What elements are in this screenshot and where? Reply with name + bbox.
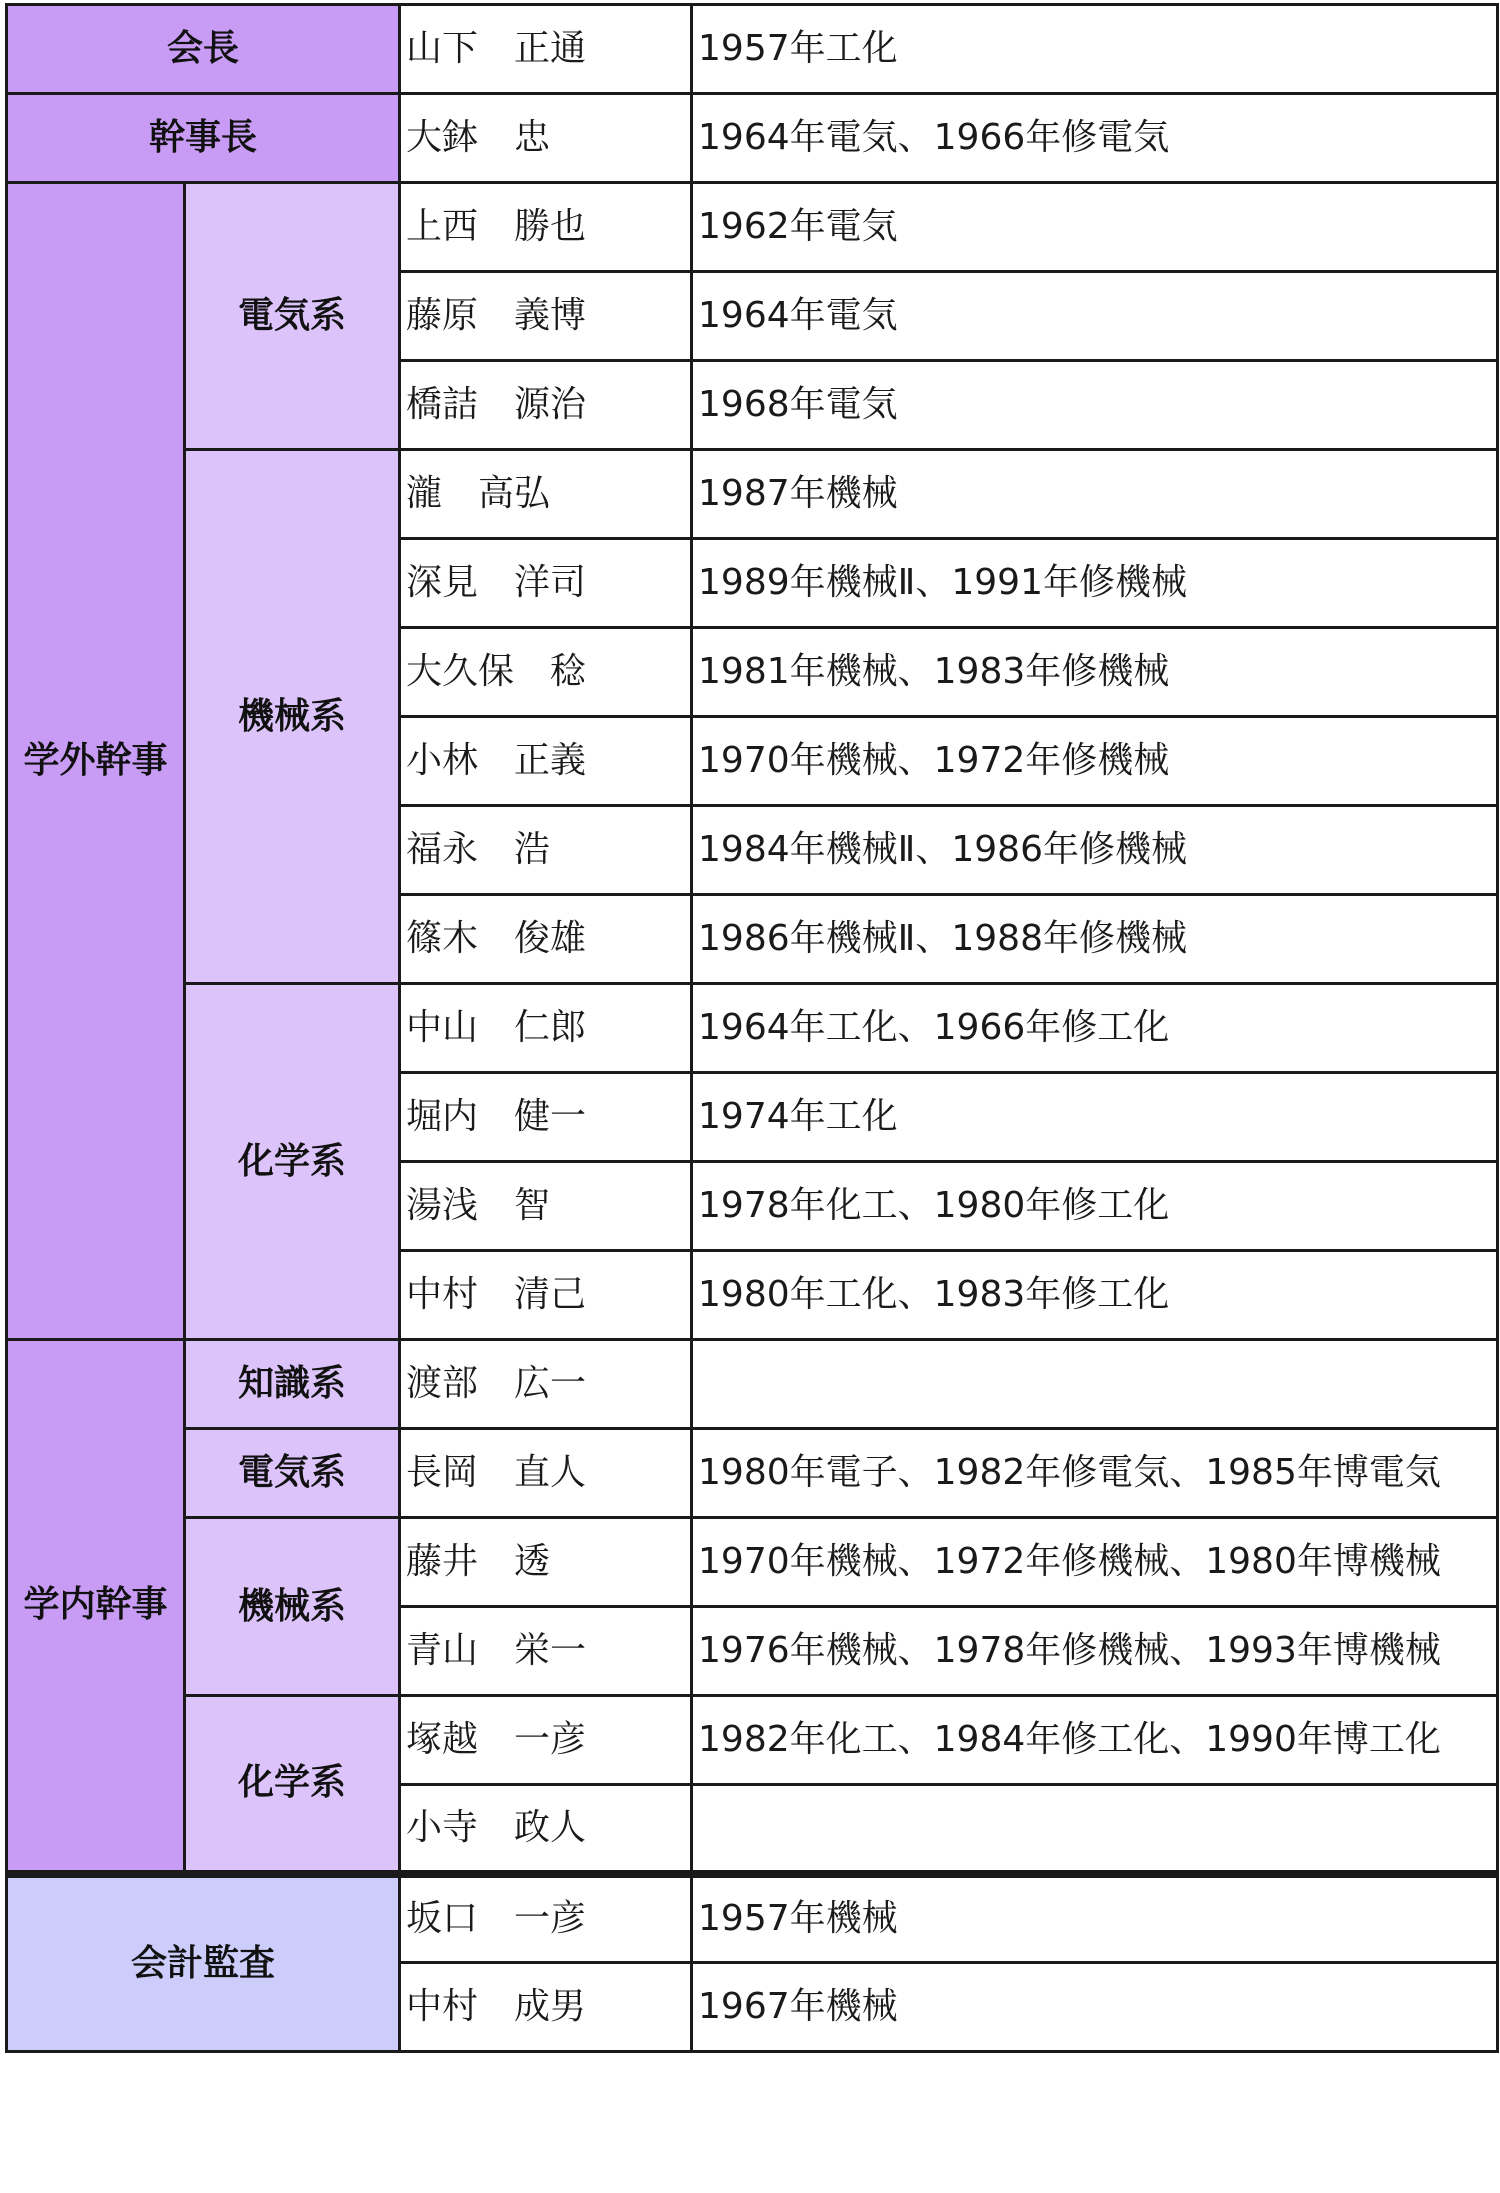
member-career: 1984年機械Ⅱ、1986年修機械 <box>692 806 1498 895</box>
table-row <box>7 450 1498 539</box>
member-name: 長岡 直人 <box>400 1429 692 1518</box>
external-electrical-label: 電気系 <box>185 183 400 450</box>
member-career: 1970年機械、1972年修機械 <box>692 717 1498 806</box>
member-name: 篠木 俊雄 <box>400 895 692 984</box>
table-row <box>7 5 1498 94</box>
member-career: 1986年機械Ⅱ、1988年修機械 <box>692 895 1498 984</box>
member-name: 堀内 健一 <box>400 1073 692 1162</box>
member-career: 1964年工化、1966年修工化 <box>692 984 1498 1073</box>
member-name: 藤井 透 <box>400 1518 692 1607</box>
member-name: 中山 仁郎 <box>400 984 692 1073</box>
external-mechanical-label: 機械系 <box>185 450 400 984</box>
member-name: 青山 栄一 <box>400 1607 692 1696</box>
auditors-label: 会計監査 <box>7 1874 400 2052</box>
member-name: 大鉢 忠 <box>400 94 692 183</box>
member-career: 1964年電気 <box>692 272 1498 361</box>
member-career: 1980年電子、1982年修電気、1985年博電気 <box>692 1429 1498 1518</box>
secretary-general-label: 幹事長 <box>7 94 400 183</box>
external-secretaries-label: 学外幹事 <box>7 183 185 1340</box>
table-row <box>7 94 1498 183</box>
member-career: 1957年機械 <box>692 1874 1498 1963</box>
member-name: 藤原 義博 <box>400 272 692 361</box>
table-row <box>7 183 1498 272</box>
member-career: 1981年機械、1983年修機械 <box>692 628 1498 717</box>
member-career: 1962年電気 <box>692 183 1498 272</box>
member-career: 1974年工化 <box>692 1073 1498 1162</box>
member-name: 坂口 一彦 <box>400 1874 692 1963</box>
table-row <box>7 984 1498 1073</box>
member-career: 1982年化工、1984年修工化、1990年博工化 <box>692 1696 1498 1785</box>
member-career: 1967年機械 <box>692 1963 1498 2052</box>
member-name: 塚越 一彦 <box>400 1696 692 1785</box>
internal-secretaries-label: 学内幹事 <box>7 1340 185 1874</box>
member-name: 中村 清己 <box>400 1251 692 1340</box>
member-name: 深見 洋司 <box>400 539 692 628</box>
member-name: 湯浅 智 <box>400 1162 692 1251</box>
member-name: 瀧 高弘 <box>400 450 692 539</box>
member-name: 中村 成男 <box>400 1963 692 2052</box>
table-row <box>7 1696 1498 1785</box>
member-name: 上西 勝也 <box>400 183 692 272</box>
member-career <box>692 1340 1498 1429</box>
internal-chemical-label: 化学系 <box>185 1696 400 1874</box>
member-career: 1980年工化、1983年修工化 <box>692 1251 1498 1340</box>
member-name: 大久保 稔 <box>400 628 692 717</box>
officer-roster-table <box>5 3 1499 2053</box>
member-name: 渡部 広一 <box>400 1340 692 1429</box>
table-row <box>7 1429 1498 1518</box>
member-career: 1957年工化 <box>692 5 1498 94</box>
member-name: 小寺 政人 <box>400 1785 692 1874</box>
president-label: 会長 <box>7 5 400 94</box>
member-career: 1970年機械、1972年修機械、1980年博機械 <box>692 1518 1498 1607</box>
member-career: 1964年電気、1966年修電気 <box>692 94 1498 183</box>
member-name: 橋詰 源治 <box>400 361 692 450</box>
internal-mechanical-label: 機械系 <box>185 1518 400 1696</box>
internal-electrical-label: 電気系 <box>185 1429 400 1518</box>
external-chemical-label: 化学系 <box>185 984 400 1340</box>
member-name: 福永 浩 <box>400 806 692 895</box>
member-name: 小林 正義 <box>400 717 692 806</box>
table-row <box>7 1340 1498 1429</box>
member-career: 1978年化工、1980年修工化 <box>692 1162 1498 1251</box>
member-career: 1976年機械、1978年修機械、1993年博機械 <box>692 1607 1498 1696</box>
member-career: 1987年機械 <box>692 450 1498 539</box>
member-career: 1968年電気 <box>692 361 1498 450</box>
member-name: 山下 正通 <box>400 5 692 94</box>
internal-knowledge-label: 知識系 <box>185 1340 400 1429</box>
member-career: 1989年機械Ⅱ、1991年修機械 <box>692 539 1498 628</box>
member-career <box>692 1785 1498 1874</box>
table-row <box>7 1518 1498 1607</box>
table-row <box>7 1874 1498 1963</box>
